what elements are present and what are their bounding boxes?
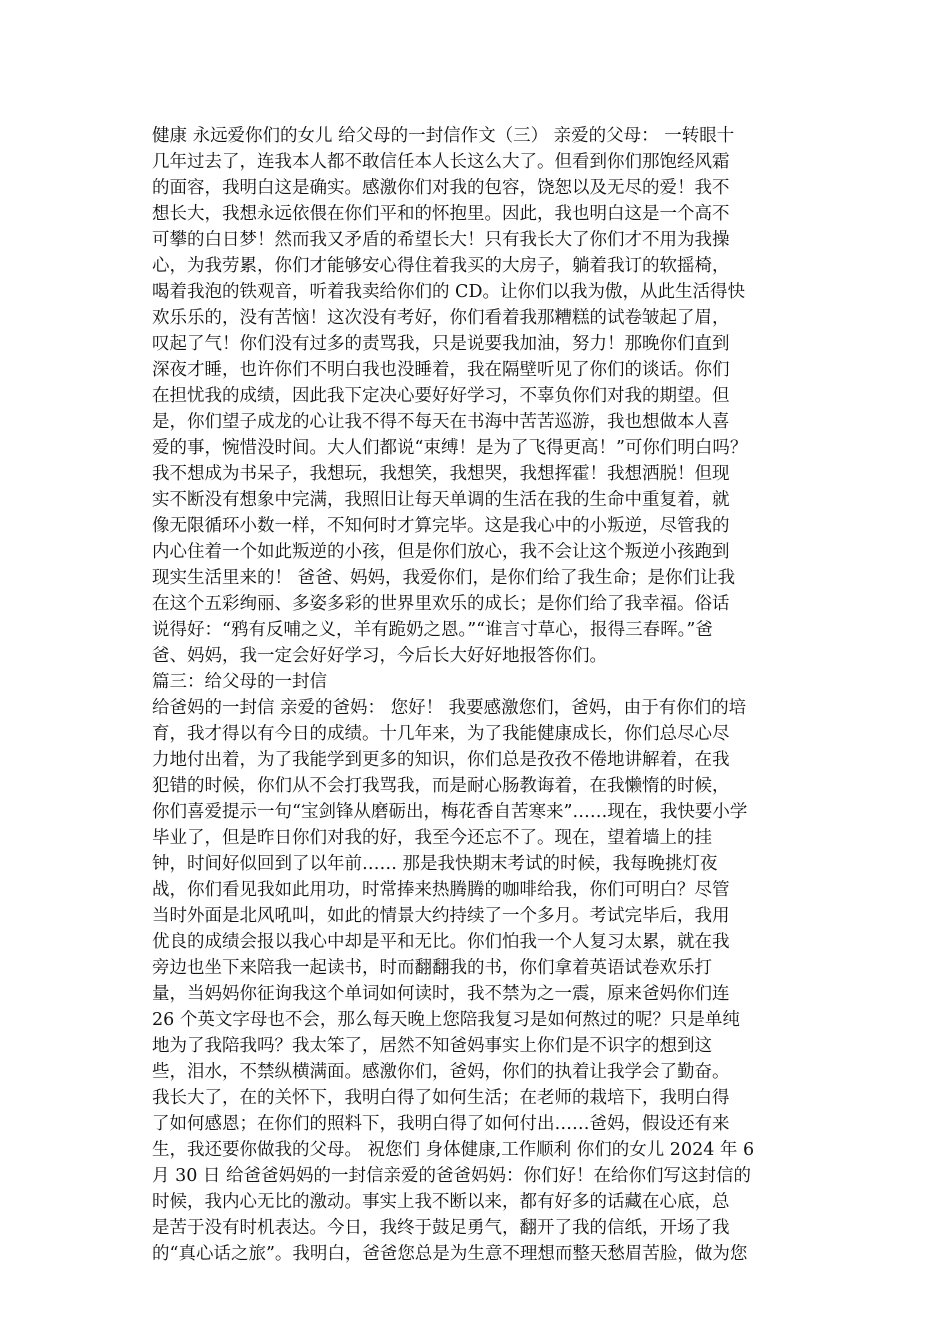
document-body [152,123,800,1267]
text-line: 了如何感恩；在你们的照料下，我明白得了如何付出……爸妈，假设还有来 [152,1114,730,1134]
text-line: 钟，时间好似回到了以年前…… 那是我快期末考试的时候，我每晚挑灯夜 [152,854,718,874]
text-line: 叹起了气！你们没有过多的责骂我，只是说要我加油，努力！那晚你们直到 [152,334,730,354]
text-line: 26 个英文字母也不会，那么每天晚上您陪我复习是如何熬过的呢？只是单纯 [152,1010,740,1030]
text-line: 战，你们看见我如此用功，时常捧来热腾腾的咖啡给我，你们可明白？尽管 [152,880,730,900]
text-line: 几年过去了，连我本人都不敢信任本人长这么大了。但看到你们那饱经风霜 [152,152,730,172]
text-line: 是，你们望子成龙的心让我不得不每天在书海中苦苦巡游，我也想做本人喜 [152,412,730,432]
text-line: 篇三：给父母的一封信 [152,672,327,692]
text-line: 地为了我陪我吗？我太笨了，居然不知爸妈事实上你们是不识字的想到这 [152,1036,712,1056]
text-line: 的面容，我明白这是确实。感激你们对我的包容，饶恕以及无尽的爱！我不 [152,178,730,198]
text-line: 在这个五彩绚丽、多姿多彩的世界里欢乐的成长；是你们给了我幸福。俗话 [152,594,730,614]
text-line: 当时外面是北风吼叫，如此的情景大约持续了一个多月。考试完毕后，我用 [152,906,730,926]
text-line: 深夜才睡，也许你们不明白我也没睡着，我在隔壁听见了你们的谈话。你们 [152,360,730,380]
text-line: 可攀的白日梦！然而我又矛盾的希望长大！只有我长大了你们才不用为我操 [152,230,730,250]
text-line: 欢乐乐的，没有苦恼！这次没有考好，你们看着我那糟糕的试卷皱起了眉， [152,308,730,328]
text-line: 时候，我内心无比的激动。事实上我不断以来，都有好多的话藏在心底，总 [152,1192,730,1212]
text-line: 想长大，我想永远依偎在你们平和的怀抱里。因此，我也明白这是一个高不 [152,204,730,224]
text-line: 现实生活里来的！ 爸爸、妈妈，我爱你们，是你们给了我生命；是你们让我 [152,568,736,588]
text-line: 心，为我劳累，你们才能够安心得住着我买的大房子，躺着我订的软摇椅， [152,256,730,276]
text-line: 月 30 日 给爸爸妈妈的一封信亲爱的爸爸妈妈：你们好！在给你们写这封信的 [152,1166,751,1186]
text-line: 优良的成绩会报以我心中却是平和无比。你们怕我一个人复习太累，就在我 [152,932,730,952]
text-line: 爱的事，惋惜没时间。大人们都说“束缚！是为了飞得更高！”可你们明白吗？ [152,438,748,458]
text-line: 是苦于没有时机表达。今日，我终于鼓足勇气，翻开了我的信纸，开场了我 [152,1218,730,1238]
text-line: 力地付出着，为了我能学到更多的知识，你们总是孜孜不倦地讲解着，在我 [152,750,730,770]
text-line: 内心住着一个如此叛逆的小孩，但是你们放心，我不会让这个叛逆小孩跑到 [152,542,730,562]
text-line: 生，我还要你做我的父母。 祝您们 身体健康,工作顺利 你们的女儿 2024 年 6 [152,1140,755,1160]
text-line: 说得好：“鸦有反哺之义，羊有跪奶之恩。”“谁言寸草心，报得三春晖。”爸 [152,620,713,640]
text-line: 喝着我泡的铁观音，听着我卖给你们的 CD。让你们以我为傲，从此生活得快 [152,282,745,302]
text-line: 你们喜爱提示一句“宝剑锋从磨砺出，梅花香自苦寒来”……现在，我快要小学 [152,802,748,822]
text-line: 我长大了，在的关怀下，我明白得了如何生活；在老师的栽培下，我明白得 [152,1088,730,1108]
text-line: 实不断没有想象中完满，我照旧让每天单调的生活在我的生命中重复着，就 [152,490,730,510]
text-line: 像无限循环小数一样，不知何时才算完毕。这是我心中的小叛逆，尽管我的 [152,516,730,536]
text-line: 我不想成为书呆子，我想玩，我想笑，我想哭，我想挥霍！我想洒脱！但现 [152,464,730,484]
text-line: 给爸妈的一封信 亲爱的爸妈： 您好！ 我要感激您们，爸妈，由于有你们的培 [152,698,747,718]
text-line: 犯错的时候，你们从不会打我骂我，而是耐心肠教诲着，在我懒惰的时候， [152,776,730,796]
text-line: 的“真心话之旅”。我明白，爸爸您总是为生意不理想而整天愁眉苦脸，做为您 [152,1244,748,1264]
text-line: 旁边也坐下来陪我一起读书，时而翻翻我的书，你们拿着英语试卷欢乐打 [152,958,712,978]
text-line: 些，泪水，不禁纵横满面。感激你们，爸妈，你们的执着让我学会了勤奋。 [152,1062,730,1082]
text-line: 健康 永远爱你们的女儿 给父母的一封信作文（三） 亲爱的父母： 一转眼十 [152,126,735,146]
text-line: 量，当妈妈你征询我这个单词如何读时，我不禁为之一震，原来爸妈你们连 [152,984,730,1004]
text-line: 在担忧我的成绩，因此我下定决心要好好学习，不辜负你们对我的期望。但 [152,386,730,406]
text-line: 育，我才得以有今日的成绩。十几年来，为了我能健康成长，你们总尽心尽 [152,724,730,744]
text-line: 爸、妈妈，我一定会好好学习，今后长大好好地报答你们。 [152,646,607,666]
text-line: 毕业了，但是昨日你们对我的好，我至今还忘不了。现在，望着墙上的挂 [152,828,712,848]
